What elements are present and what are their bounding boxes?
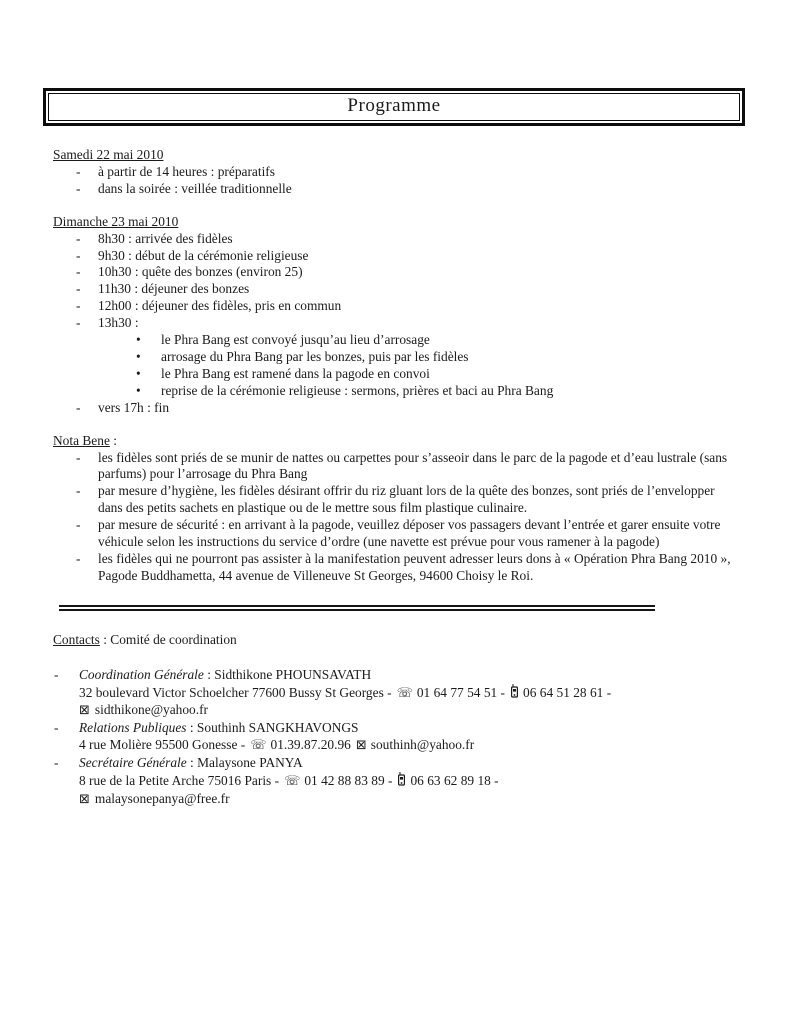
contact-phone: 01 64 77 54 51 - bbox=[416, 684, 506, 700]
saturday-list bbox=[53, 164, 738, 198]
contacts-heading-suffix: : Comité de coordination bbox=[99, 631, 237, 647]
section-divider bbox=[59, 605, 655, 611]
nota-bene-heading-text: Nota Bene bbox=[53, 432, 110, 448]
contacts-section bbox=[53, 632, 738, 809]
contact-role-line bbox=[79, 755, 738, 772]
contact-role: Secrétaire Générale bbox=[79, 755, 187, 771]
contact-address: 4 rue Molière 95500 Gonesse - bbox=[79, 737, 246, 753]
list-item: • arrosage du Phra Bang par les bonzes, puis par les fidèles bbox=[53, 349, 738, 366]
list-item: - 9h30 : début de la cérémonie religieuse bbox=[53, 248, 738, 265]
list-item: - les fidèles qui ne pourront pas assister à la manifestation peuvent adresser leurs dons à « Opération Phra Bang 2010 », Pagode Buddhametta, 44 avenue de Villeneuve St Georges, 94600 Choisy le Roi. bbox=[53, 551, 738, 585]
contact-list bbox=[53, 667, 738, 809]
contact-address: 32 boulevard Victor Schoelcher 77600 Bussy St Georges - bbox=[79, 684, 392, 700]
contact-address-line bbox=[79, 684, 738, 703]
telephone-icon: ☏ bbox=[396, 685, 413, 701]
contact-mobile: 06 63 62 89 18 - bbox=[410, 773, 499, 789]
list-item: - vers 17h : fin bbox=[53, 400, 738, 417]
contact-role-line bbox=[79, 667, 738, 684]
contacts-heading-text: Contacts bbox=[53, 631, 100, 647]
contact-email-line bbox=[79, 702, 738, 720]
list-item: • reprise de la cérémonie religieuse : sermons, prières et baci au Phra Bang bbox=[53, 383, 738, 400]
list-item: - par mesure d’hygiène, les fidèles désirant offrir du riz gluant lors de la quête des bonzes, sont priés de l’envelopper dans des petits sachets en plastique ou de le mettre sous film plastique culinaire. bbox=[53, 483, 738, 517]
mobile-phone-icon bbox=[510, 684, 519, 698]
contact-colon: : bbox=[186, 720, 197, 736]
contact-email-line bbox=[79, 791, 738, 809]
telephone-icon: ☏ bbox=[250, 738, 267, 754]
contact-colon: : bbox=[203, 666, 215, 682]
list-item: - par mesure de sécurité : en arrivant à la pagode, veuillez déposer vos passagers devant l’entrée et garer ensuite votre véhicule selon les instructions du service d’ordre (une navette est prévue pour vous ramener à la pagode) bbox=[53, 517, 738, 551]
sunday-list bbox=[53, 231, 738, 332]
contact-role-line bbox=[79, 720, 738, 737]
contact-role: Coordination Générale bbox=[79, 666, 204, 682]
contact-entry-coordination bbox=[53, 667, 738, 721]
list-item: - 13h30 : bbox=[53, 315, 738, 332]
list-item: • le Phra Bang est convoyé jusqu’au lieu d’arrosage bbox=[53, 332, 738, 349]
document-body bbox=[53, 147, 738, 585]
contact-name: Malaysone PANYA bbox=[197, 755, 303, 771]
contact-email: sidthikone@yahoo.fr bbox=[94, 702, 209, 718]
envelope-icon: ⊠ bbox=[355, 738, 367, 754]
envelope-icon: ⊠ bbox=[79, 703, 90, 719]
telephone-icon: ☏ bbox=[284, 774, 301, 790]
section-heading-sunday bbox=[53, 214, 738, 231]
contact-address-line bbox=[79, 772, 738, 791]
contact-mobile: 06 64 51 28 61 - bbox=[523, 684, 612, 700]
section-heading-contacts bbox=[53, 632, 738, 649]
list-item: - 11h30 : déjeuner des bonzes bbox=[53, 281, 738, 298]
title-box bbox=[43, 88, 745, 126]
saturday-heading-text: Samedi 22 mai 2010 bbox=[53, 147, 164, 162]
contact-entry-relations bbox=[53, 720, 738, 755]
list-item: - dans la soirée : veillée traditionnelle bbox=[53, 181, 738, 198]
contact-entry-secretariat bbox=[53, 755, 738, 809]
title-box-inner bbox=[48, 93, 740, 121]
contact-role: Relations Publiques bbox=[79, 720, 187, 736]
list-item: - les fidèles sont priés de se munir de nattes ou carpettes pour s’asseoir dans le parc de la pagode et d’eau lustrale (sans parfums) pour l’arrosage du Phra Bang bbox=[53, 450, 738, 484]
contact-address: 8 rue de la Petite Arche 75016 Paris - bbox=[79, 773, 280, 789]
sunday-sub-list bbox=[53, 332, 738, 400]
list-item: - 12h00 : déjeuner des fidèles, pris en commun bbox=[53, 298, 738, 315]
section-heading-nota-bene bbox=[53, 433, 738, 450]
document-title: Programme bbox=[347, 95, 441, 116]
list-item: - 10h30 : quête des bonzes (environ 25) bbox=[53, 264, 738, 281]
nota-bene-list bbox=[53, 450, 738, 585]
list-item: - à partir de 14 heures : préparatifs bbox=[53, 164, 738, 181]
contact-name: Sidthikone PHOUNSAVATH bbox=[214, 666, 372, 682]
section-heading-saturday bbox=[53, 147, 738, 164]
envelope-icon: ⊠ bbox=[79, 792, 90, 807]
sunday-heading-text: Dimanche 23 mai 2010 bbox=[53, 213, 179, 229]
list-item: • le Phra Bang est ramené dans la pagode en convoi bbox=[53, 366, 738, 383]
contact-phone: 01 42 88 83 89 - bbox=[304, 773, 393, 789]
nota-bene-heading-suffix: : bbox=[109, 432, 117, 448]
contact-email: southinh@yahoo.fr bbox=[370, 737, 475, 753]
sunday-closing-list bbox=[53, 400, 738, 417]
mobile-phone-icon bbox=[397, 772, 406, 786]
list-item: - 8h30 : arrivée des fidèles bbox=[53, 231, 738, 248]
contact-email: malaysonepanya@free.fr bbox=[94, 791, 230, 806]
contact-name: Southinh SANGKHAVONGS bbox=[196, 720, 359, 736]
contact-phone: 01.39.87.20.96 bbox=[270, 737, 351, 753]
contact-address-line bbox=[79, 737, 738, 755]
contact-colon: : bbox=[186, 755, 198, 771]
